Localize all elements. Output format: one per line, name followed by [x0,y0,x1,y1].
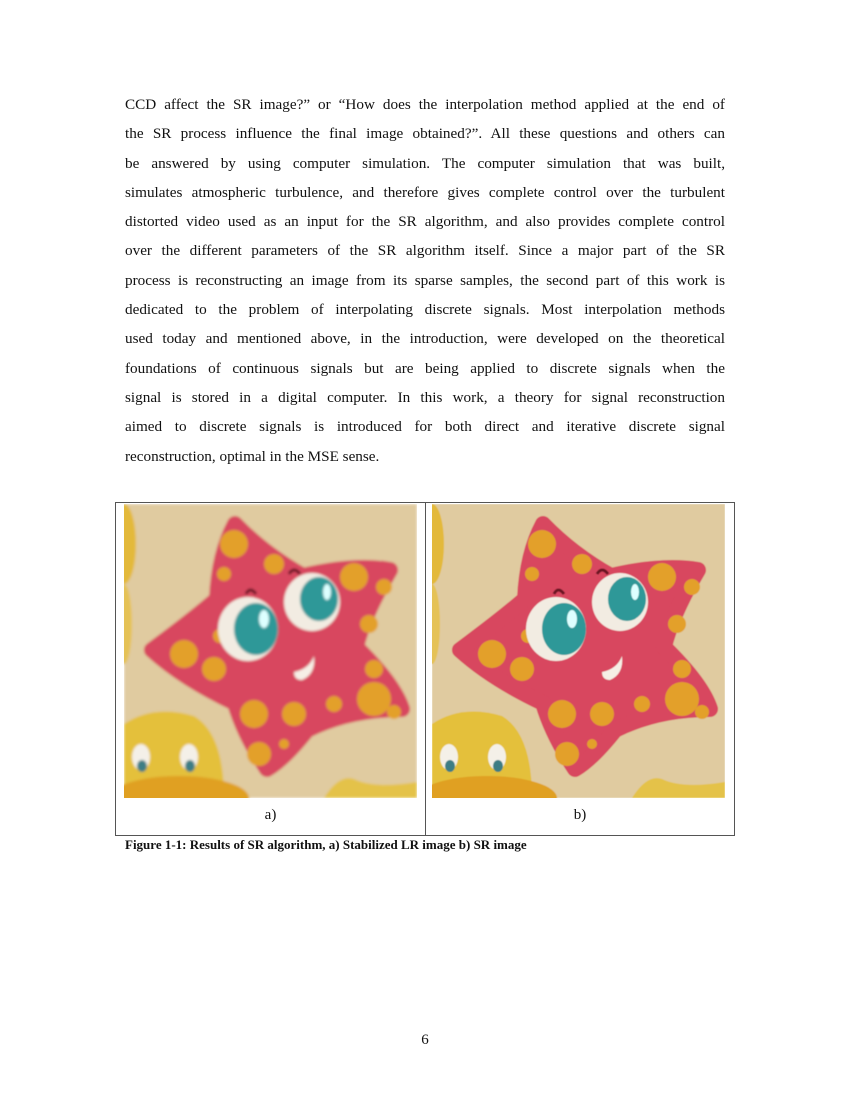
starfish-image-lr [124,504,417,798]
text-line: be answered by using computer simulation. The computer simulation that was built, [125,154,725,172]
text-line: aimed to discrete signals is introduced for both direct and iterative discrete signal [125,418,725,436]
figure-table [115,502,735,836]
body-paragraph [125,90,725,471]
text-line: simulates atmospheric turbulence, and therefore gives complete control over the turbulent [125,183,725,201]
subfigure-label-b: b) [573,807,587,823]
text-line: foundations of continuous signals but are being applied to discrete signals when the [125,359,725,377]
figure-cell-a [116,503,426,835]
text-line: the SR process influence the final image obtained?”. All these questions and others can [125,125,725,143]
figure-caption: Figure 1-1: Results of SR algorithm, a) Stabilized LR image b) SR image [125,837,527,852]
text-line: dedicated to the problem of interpolating discrete signals. Most interpolation methods [125,301,725,319]
text-line: used today and mentioned above, in the introduction, were developed on the theoretical [125,330,725,348]
text-line: CCD affect the SR image?” or “How does the interpolation method applied at the end of [125,96,725,113]
figure-cell-b [426,503,734,835]
page-number: 6 [421,1032,429,1048]
text-line: signal is stored in a digital computer. In this work, a theory for signal reconstruction [125,388,725,406]
text-line: process is reconstructing an image from its sparse samples, the second part of this work is [125,271,725,289]
text-line: distorted video used as an input for the SR algorithm, and also provides complete control [125,213,725,231]
text-line: reconstruction, optimal in the MSE sense. [125,447,380,465]
subfigure-label-a: a) [264,807,277,823]
text-line: over the different parameters of the SR algorithm itself. Since a major part of the SR [125,242,725,260]
starfish-image-sr [432,504,725,798]
